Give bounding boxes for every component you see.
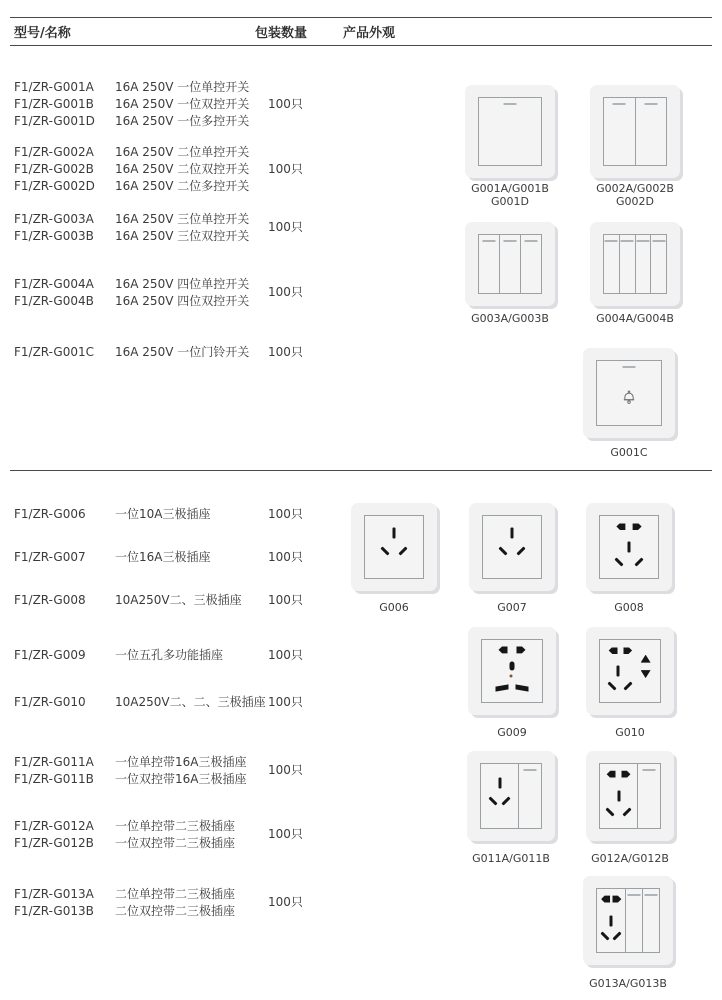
socket-face — [600, 516, 658, 578]
model-desc: 16A 250V 三位单控开关 — [115, 212, 250, 226]
image-label: G002D — [616, 195, 654, 208]
pack-qty: 100只 — [268, 507, 303, 521]
socket-slot — [606, 807, 615, 816]
socket-face — [365, 516, 423, 578]
socket-wide-slot — [495, 685, 508, 692]
model-desc: 16A 250V 三位双控开关 — [115, 229, 250, 243]
socket-slot — [613, 932, 622, 941]
socket-flat-slot — [601, 896, 610, 903]
model-code: F1/ZR-G003A — [14, 212, 94, 226]
model-desc: 16A 250V 一位多控开关 — [115, 114, 250, 128]
socket-slot — [517, 546, 526, 555]
model-code: F1/ZR-G009 — [14, 648, 86, 662]
switch-rocker — [518, 764, 541, 828]
rocker-mark — [636, 240, 649, 242]
row-g007 — [14, 549, 210, 566]
model-code: F1/ZR-G013A — [14, 887, 94, 901]
model-code: F1/ZR-G002A — [14, 145, 94, 159]
row-g004 — [14, 276, 249, 310]
socket-flat-slot — [633, 523, 642, 530]
socket-face — [600, 640, 660, 702]
product-image-g006-socket-3pin — [351, 503, 437, 591]
model-code: F1/ZR-G006 — [14, 507, 86, 521]
socket-slot — [502, 797, 511, 806]
switch-rocker — [625, 889, 642, 952]
rocker-mark — [483, 240, 496, 242]
switch-rocker — [619, 235, 635, 293]
socket-slot — [615, 557, 624, 566]
model-desc: 一位10A三极插座 — [115, 507, 211, 521]
switch-rocker — [635, 98, 667, 165]
image-label: G001A/G001B — [471, 182, 549, 195]
product-image-g010-socket-7hole — [586, 627, 674, 715]
socket-slot — [488, 797, 497, 806]
model-code: F1/ZR-G012A — [14, 819, 94, 833]
pack-qty: 100只 — [268, 285, 303, 299]
socket-slot — [380, 546, 389, 555]
model-desc: 16A 250V 四位单控开关 — [115, 277, 250, 291]
switch-rocker — [642, 889, 659, 952]
image-label: G004A/G004B — [596, 312, 674, 325]
rocker-mark — [623, 366, 636, 368]
socket-face — [481, 764, 518, 828]
rocker-mark — [644, 103, 657, 105]
image-label: G009 — [497, 726, 527, 739]
row-g010 — [14, 694, 266, 711]
column-header-quantity: 包装数量 — [255, 26, 308, 41]
row-g003 — [14, 211, 249, 245]
socket-flat-slot — [499, 646, 508, 653]
socket-vertical-slot — [641, 655, 651, 663]
row-g009 — [14, 647, 223, 664]
rocker-mark — [652, 240, 665, 242]
model-desc: 16A 250V 一位双控开关 — [115, 97, 250, 111]
socket-vertical-slot — [641, 670, 651, 678]
image-label: G001C — [610, 446, 648, 459]
model-desc: 16A 250V 二位双控开关 — [115, 162, 250, 176]
model-desc: 二位双控带二三极插座 — [115, 904, 236, 918]
product-image-g012-socket5-with-switch — [586, 751, 674, 841]
socket-earth-slot — [628, 542, 631, 553]
image-label: G001D — [491, 195, 529, 208]
model-desc: 一位双控带16A三极插座 — [115, 772, 247, 786]
model-desc: 一位单控带16A三极插座 — [115, 755, 247, 769]
socket-face — [600, 764, 637, 828]
model-desc: 10A250V二、三极插座 — [115, 593, 242, 607]
socket-earth-slot — [610, 915, 613, 926]
model-desc: 16A 250V 一位单控开关 — [115, 80, 250, 94]
header-top-rule — [10, 17, 712, 18]
model-code: F1/ZR-G001C — [14, 345, 95, 359]
image-label: G012A/G012B — [591, 852, 669, 865]
row-g006 — [14, 506, 210, 523]
model-code: F1/ZR-G011A — [14, 755, 94, 769]
product-image-g011-socket-with-switch — [467, 751, 555, 841]
product-image-g003-switch-3gang — [465, 222, 555, 306]
socket-face — [597, 889, 625, 952]
socket-flat-slot — [607, 771, 616, 778]
product-image-g007-socket-3pin — [469, 503, 555, 591]
socket-slot — [498, 546, 507, 555]
product-image-g008-socket-5hole — [586, 503, 672, 591]
row-g012 — [14, 818, 235, 852]
socket-earth-slot — [511, 528, 514, 539]
switch-rocker — [597, 361, 661, 425]
socket-flat-slot — [621, 771, 630, 778]
model-code: F1/ZR-G013B — [14, 904, 94, 918]
column-header-appearance: 产品外观 — [343, 26, 396, 41]
header-bottom-rule — [10, 45, 712, 46]
socket-round-slot — [510, 662, 515, 671]
rocker-mark — [525, 240, 538, 242]
model-desc: 10A250V二、二、三极插座 — [115, 695, 266, 709]
pack-qty: 100只 — [268, 550, 303, 564]
model-code: F1/ZR-G004A — [14, 277, 94, 291]
switch-rocker — [499, 235, 520, 293]
model-desc: 二位单控带二三极插座 — [115, 887, 236, 901]
model-code: F1/ZR-G004B — [14, 294, 94, 308]
image-label: G011A/G011B — [472, 852, 550, 865]
socket-flat-slot — [517, 646, 526, 653]
rocker-mark — [628, 894, 641, 896]
pack-qty: 100只 — [268, 827, 303, 841]
pack-qty: 100只 — [268, 345, 303, 359]
switch-rocker — [637, 764, 660, 828]
row-g011 — [14, 754, 246, 788]
pack-qty: 100只 — [268, 162, 303, 176]
socket-flat-slot — [623, 647, 632, 654]
pack-qty: 100只 — [268, 895, 303, 909]
rocker-mark — [645, 894, 658, 896]
pack-qty: 100只 — [268, 695, 303, 709]
pack-qty: 100只 — [268, 763, 303, 777]
socket-slot — [399, 546, 408, 555]
model-desc: 一位五孔多功能插座 — [115, 648, 224, 662]
socket-slot — [634, 557, 643, 566]
doorbell-icon — [620, 389, 638, 407]
socket-flat-slot — [616, 523, 625, 530]
socket-face — [482, 640, 542, 702]
rocker-mark — [613, 103, 626, 105]
model-desc: 16A 250V 一位门铃开关 — [115, 345, 250, 359]
switch-rocker — [604, 235, 619, 293]
rocker-mark — [605, 240, 618, 242]
image-label: G007 — [497, 601, 527, 614]
socket-slot — [600, 932, 609, 941]
rocker-mark — [524, 769, 537, 771]
product-image-g009-socket-multifunction — [468, 627, 556, 715]
model-desc: 16A 250V 四位双控开关 — [115, 294, 250, 308]
model-desc: 一位双控带二三极插座 — [115, 836, 236, 850]
rocker-mark — [621, 240, 634, 242]
model-desc: 16A 250V 二位单控开关 — [115, 145, 250, 159]
rocker-mark — [504, 103, 517, 105]
model-desc: 16A 250V 二位多控开关 — [115, 179, 250, 193]
switch-rocker — [520, 235, 541, 293]
model-code: F1/ZR-G002D — [14, 179, 95, 193]
model-code: F1/ZR-G007 — [14, 550, 86, 564]
switch-rocker — [650, 235, 666, 293]
socket-face — [483, 516, 541, 578]
switch-rocker — [479, 235, 499, 293]
switch-rocker — [604, 98, 635, 165]
model-code: F1/ZR-G001D — [14, 114, 95, 128]
model-code: F1/ZR-G002B — [14, 162, 94, 176]
rocker-mark — [643, 769, 656, 771]
model-code: F1/ZR-G011B — [14, 772, 94, 786]
socket-wide-slot — [516, 685, 529, 692]
switch-rocker — [635, 235, 651, 293]
image-label: G013A/G013B — [589, 977, 667, 990]
section-divider-rule — [10, 470, 712, 471]
switch-rocker — [479, 98, 541, 165]
product-image-g002-switch-2gang — [590, 85, 680, 178]
product-image-g001c-doorbell-switch — [583, 348, 675, 438]
product-image-g001-switch-1gang — [465, 85, 555, 178]
model-code: F1/ZR-G012B — [14, 836, 94, 850]
model-code: F1/ZR-G003B — [14, 229, 94, 243]
pack-qty: 100只 — [268, 648, 303, 662]
product-image-g013-socket5-with-2switches — [583, 876, 673, 965]
model-code: F1/ZR-G001A — [14, 80, 94, 94]
socket-earth-slot — [617, 666, 620, 677]
model-desc: 一位16A三极插座 — [115, 550, 211, 564]
rocker-mark — [504, 240, 517, 242]
socket-earth-slot — [393, 528, 396, 539]
row-g001 — [14, 79, 249, 130]
socket-slot — [623, 681, 632, 690]
pack-qty: 100只 — [268, 97, 303, 111]
socket-flat-slot — [612, 896, 621, 903]
model-code: F1/ZR-G008 — [14, 593, 86, 607]
row-g002 — [14, 144, 249, 195]
image-label: G002A/G002B — [596, 182, 674, 195]
row-g001c — [14, 344, 249, 361]
row-g013 — [14, 886, 235, 920]
socket-earth-slot — [617, 791, 620, 802]
socket-slot — [622, 807, 631, 816]
pack-qty: 100只 — [268, 593, 303, 607]
image-label: G008 — [614, 601, 644, 614]
image-label: G010 — [615, 726, 645, 739]
model-code: F1/ZR-G001B — [14, 97, 94, 111]
model-desc: 一位单控带二三极插座 — [115, 819, 236, 833]
image-label: G003A/G003B — [471, 312, 549, 325]
model-code: F1/ZR-G010 — [14, 695, 86, 709]
socket-indicator-dot — [509, 674, 512, 677]
socket-slot — [607, 681, 616, 690]
column-header-model: 型号/名称 — [14, 26, 71, 41]
product-image-g004-switch-4gang — [590, 222, 680, 306]
image-label: G006 — [379, 601, 409, 614]
pack-qty: 100只 — [268, 220, 303, 234]
row-g008 — [14, 592, 242, 609]
socket-earth-slot — [498, 778, 501, 789]
socket-flat-slot — [609, 647, 618, 654]
